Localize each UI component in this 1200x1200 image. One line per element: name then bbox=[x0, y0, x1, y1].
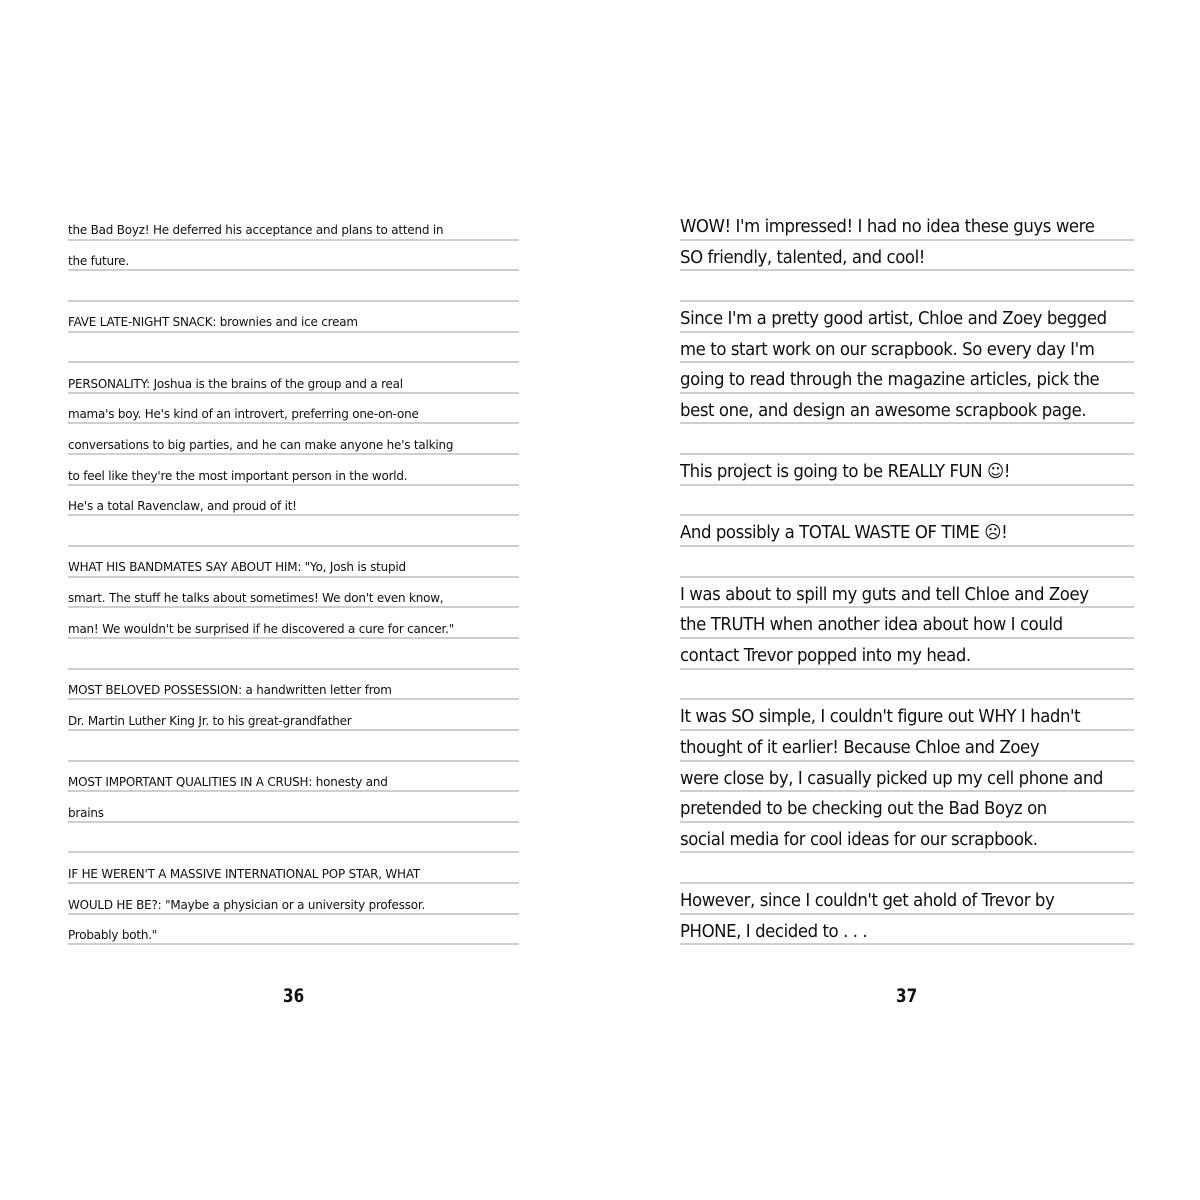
line-text: It was SO simple, I couldn't figure out WHY I hadn't bbox=[680, 707, 1081, 728]
ruled-line-blank bbox=[680, 271, 1134, 302]
line-text: me to start work on our scrapbook. So every day I'm bbox=[680, 339, 1095, 360]
ruled-line bbox=[68, 884, 519, 915]
ruled-line bbox=[680, 333, 1134, 364]
ruled-line-blank bbox=[680, 486, 1134, 517]
line-text: WHAT HIS BANDMATES SAY ABOUT HIM: "Yo, Josh is stupid bbox=[68, 560, 406, 575]
ruled-line bbox=[68, 302, 519, 333]
line-text: best one, and design an awesome scrapbook page. bbox=[680, 400, 1087, 421]
ruled-line bbox=[68, 915, 519, 946]
ruled-line bbox=[680, 608, 1134, 639]
left-page bbox=[68, 210, 519, 945]
line-text: the TRUTH when another idea about how I could bbox=[680, 615, 1063, 636]
ruled-line bbox=[68, 700, 519, 731]
ruled-line bbox=[68, 363, 519, 394]
line-text: WOULD HE BE?: "Maybe a physician or a university professor. bbox=[68, 897, 426, 912]
ruled-line bbox=[68, 578, 519, 609]
ruled-line bbox=[68, 670, 519, 701]
ruled-line-blank bbox=[68, 271, 519, 302]
line-text: contact Trevor popped into my head. bbox=[680, 646, 971, 667]
ruled-line-blank bbox=[68, 516, 519, 547]
ruled-line bbox=[680, 884, 1134, 915]
ruled-line bbox=[68, 547, 519, 578]
line-text: smart. The stuff he talks about sometimes! We don't even know, bbox=[68, 591, 444, 606]
ruled-line bbox=[680, 915, 1134, 946]
ruled-line bbox=[68, 424, 519, 455]
line-text: were close by, I casually picked up my cell phone and bbox=[680, 768, 1103, 789]
right-page bbox=[680, 210, 1134, 945]
ruled-line bbox=[680, 210, 1134, 241]
line-text: SO friendly, talented, and cool! bbox=[680, 247, 925, 268]
line-text: going to read through the magazine articles, pick the bbox=[680, 370, 1100, 391]
ruled-line bbox=[680, 516, 1134, 547]
line-text: man! We wouldn't be surprised if he discovered a cure for cancer." bbox=[68, 621, 455, 636]
ruled-line-blank bbox=[68, 639, 519, 670]
ruled-line bbox=[680, 792, 1134, 823]
ruled-line bbox=[68, 210, 519, 241]
ruled-line bbox=[680, 639, 1134, 670]
line-text: I was about to spill my guts and tell Chloe and Zoey bbox=[680, 584, 1089, 605]
left-page-lines bbox=[68, 210, 519, 945]
ruled-line-blank bbox=[680, 853, 1134, 884]
line-text: Probably both." bbox=[68, 928, 158, 943]
line-text: FAVE LATE-NIGHT SNACK: brownies and ice cream bbox=[68, 315, 358, 330]
ruled-line-blank bbox=[680, 547, 1134, 578]
line-text: social media for cool ideas for our scrapbook. bbox=[680, 829, 1038, 850]
ruled-line bbox=[68, 853, 519, 884]
line-text: PERSONALITY: Joshua is the brains of the group and a real bbox=[68, 376, 403, 391]
line-text: Dr. Martin Luther King Jr. to his great-grandfather bbox=[68, 713, 352, 728]
ruled-line bbox=[680, 578, 1134, 609]
line-text-with-frown-icon: And possibly a TOTAL WASTE OF TIME ☹! bbox=[680, 523, 1008, 544]
line-text: thought of it earlier! Because Chloe and Zoey bbox=[680, 737, 1040, 758]
ruled-line-blank bbox=[68, 333, 519, 364]
ruled-line bbox=[680, 762, 1134, 793]
ruled-line bbox=[68, 455, 519, 486]
ruled-line bbox=[680, 302, 1134, 333]
ruled-line bbox=[68, 792, 519, 823]
ruled-line bbox=[680, 731, 1134, 762]
ruled-line-blank bbox=[680, 424, 1134, 455]
ruled-line-blank bbox=[68, 731, 519, 762]
line-text: to feel like they're the most important person in the world. bbox=[68, 468, 408, 483]
line-text: the future. bbox=[68, 254, 130, 269]
line-text-with-smiley-icon: This project is going to be REALLY FUN ☺! bbox=[680, 462, 1011, 483]
ruled-line-blank bbox=[680, 670, 1134, 701]
ruled-line bbox=[68, 608, 519, 639]
ruled-line-blank bbox=[68, 823, 519, 854]
line-text: PHONE, I decided to . . . bbox=[680, 921, 868, 942]
line-text: He's a total Ravenclaw, and proud of it! bbox=[68, 499, 297, 514]
line-text: the Bad Boyz! He deferred his acceptance and plans to attend in bbox=[68, 223, 444, 238]
ruled-line bbox=[680, 363, 1134, 394]
line-text: mama's boy. He's kind of an introvert, preferring one-on-one bbox=[68, 407, 419, 422]
line-text: IF HE WEREN'T A MASSIVE INTERNATIONAL POP STAR, WHAT bbox=[68, 866, 420, 881]
ruled-line bbox=[68, 486, 519, 517]
ruled-line bbox=[680, 700, 1134, 731]
ruled-line bbox=[68, 394, 519, 425]
page-number-left: 36 bbox=[283, 985, 305, 1007]
line-text: pretended to be checking out the Bad Boyz on bbox=[680, 799, 1047, 820]
ruled-line bbox=[680, 394, 1134, 425]
right-page-lines bbox=[680, 210, 1134, 945]
ruled-line bbox=[680, 241, 1134, 272]
line-text: brains bbox=[68, 805, 104, 820]
line-text: MOST BELOVED POSSESSION: a handwritten letter from bbox=[68, 683, 392, 698]
line-text: Since I'm a pretty good artist, Chloe and Zoey begged bbox=[680, 308, 1107, 329]
ruled-line bbox=[680, 823, 1134, 854]
ruled-line bbox=[680, 455, 1134, 486]
ruled-line bbox=[68, 241, 519, 272]
line-text: MOST IMPORTANT QUALITIES IN A CRUSH: honesty and bbox=[68, 774, 388, 789]
line-text: However, since I couldn't get ahold of Trevor by bbox=[680, 891, 1055, 912]
line-text: conversations to big parties, and he can make anyone he's talking bbox=[68, 437, 454, 452]
line-text: WOW! I'm impressed! I had no idea these guys were bbox=[680, 217, 1095, 238]
ruled-line bbox=[68, 762, 519, 793]
page-number-right: 37 bbox=[896, 985, 918, 1007]
